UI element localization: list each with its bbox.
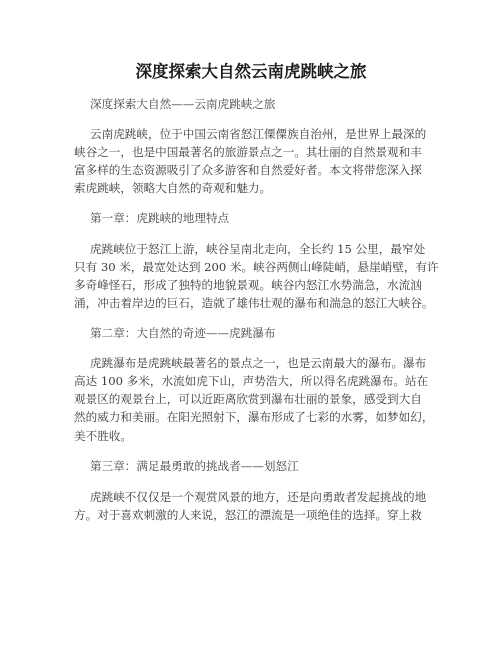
chapter-1-heading: 第一章：虎跳峡的地理特点 — [90, 211, 230, 225]
chapter-2-line: 然的威力和美丽。在阳光照射下，瀑布形成了七彩的水雾，如梦如幻， — [74, 410, 434, 424]
chapter-3-heading: 第三章：满足最勇敢的挑战者——划怒江 — [90, 459, 299, 473]
chapter-3-line: 虎跳峡不仅仅是一个观赏风景的地方，还是向勇敢者发起挑战的地 — [90, 490, 427, 504]
chapter-1-line: 涌，冲击着岸边的巨石，造就了雄伟壮观的瀑布和湍急的怒江大峡谷。 — [74, 296, 434, 310]
intro-line: 索虎跳峡，领略大自然的奇观和魅力。 — [74, 181, 272, 195]
chapter-2-line: 虎跳瀑布是虎跳峡最著名的景点之一，也是云南最大的瀑布。瀑布 — [90, 356, 427, 370]
document-subtitle: 深度探索大自然——云南虎跳峡之旅 — [90, 97, 276, 111]
chapter-1-line: 多奇峰怪石，形成了独特的地貌景观。峡谷内怒江水势湍急，水流汹 — [74, 278, 422, 292]
chapter-1-line: 只有 30 米，最宽处达到 200 米。峡谷两侧山峰陡峭，悬崖峭壁，有许 — [74, 260, 439, 274]
intro-line: 峡谷之一，也是中国最著名的旅游景点之一。其壮丽的自然景观和丰 — [74, 145, 422, 159]
chapter-2-line: 美不胜收。 — [74, 429, 132, 443]
chapter-1-line: 虎跳峡位于怒江上游，峡谷呈南北走向，全长约 15 公里，最窄处 — [90, 242, 426, 256]
intro-line: 云南虎跳峡，位于中国云南省怒江傈僳族自治州，是世界上最深的 — [90, 127, 427, 141]
intro-line: 富多样的生态资源吸引了众多游客和自然爱好者。本文将带您深入探 — [74, 163, 422, 177]
chapter-3-line: 方。对于喜欢刺激的人来说，怒江的漂流是一项绝佳的选择。穿上救 — [74, 508, 422, 522]
chapter-2-heading: 第二章：大自然的奇迹——虎跳瀑布 — [90, 326, 276, 340]
chapter-2-line: 高达 100 多米，水流如虎下山，声势浩大，所以得名虎跳瀑布。站在 — [74, 374, 429, 388]
chapter-2-line: 观景区的观景台上，可以近距离欣赏到瀑布壮丽的景象，感受到大自 — [74, 392, 422, 406]
document-title: 深度探索大自然云南虎跳峡之旅 — [135, 62, 367, 81]
